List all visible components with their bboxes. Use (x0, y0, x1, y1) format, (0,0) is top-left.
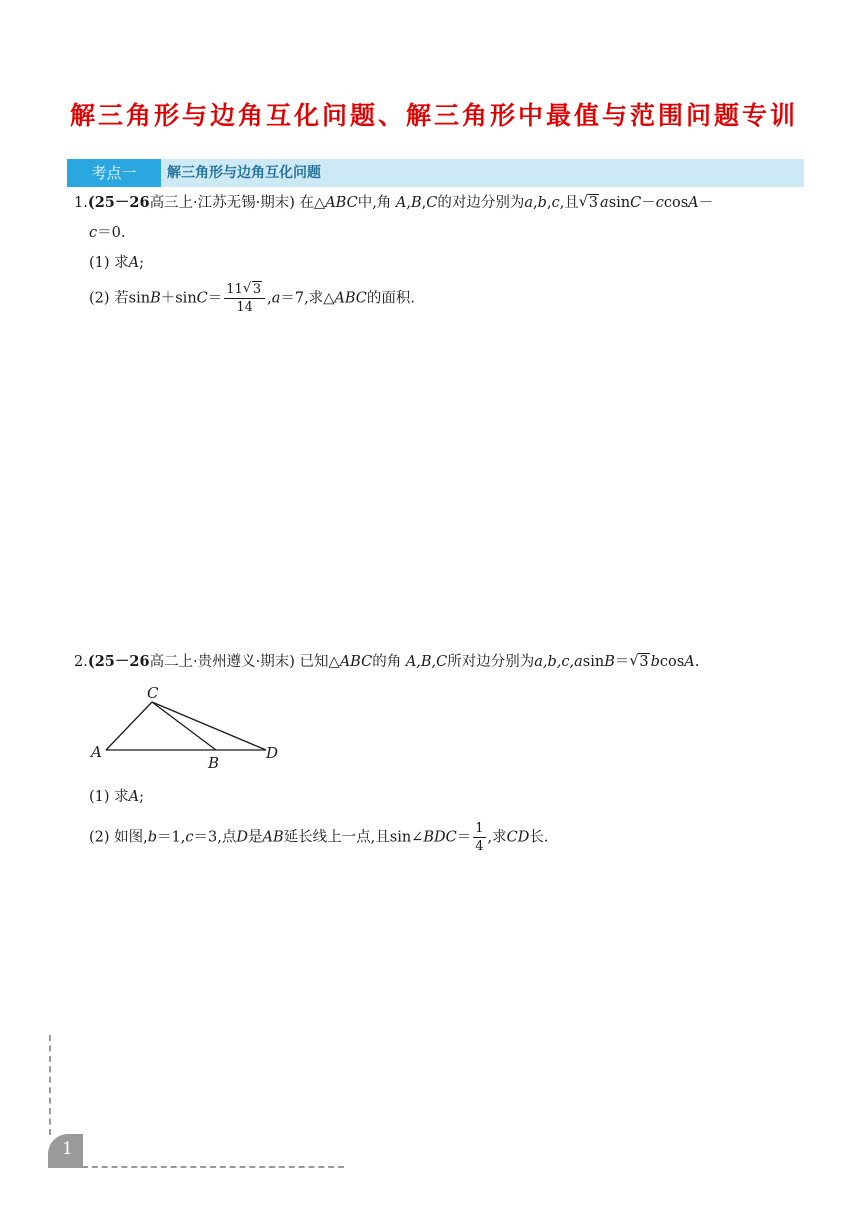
segment-CB (152, 702, 216, 750)
q1-source: 高三上·江苏无锡·期末) (149, 195, 295, 211)
sqrt-symbol: √ 3 (579, 193, 599, 213)
sqrt-symbol: √ 3 (629, 652, 649, 672)
label-A: A (91, 743, 102, 761)
q2-part1: (1) 求A; (89, 789, 145, 805)
sqrt-symbol: √ 3 (243, 281, 262, 298)
page-title: 解三角形与边角互化问题、解三角形中最值与范围问题专训 (69, 101, 798, 130)
triangle-figure (88, 684, 288, 774)
page-number: 1 (62, 1139, 73, 1159)
footer-dashed-vertical (49, 1035, 51, 1135)
label-C: C (147, 684, 159, 702)
section-tag: 考点一 (67, 159, 161, 187)
q1-source-year: (25－26 (87, 194, 150, 211)
segment-AC (106, 702, 152, 750)
section-title: 解三角形与边角互化问题 (167, 165, 321, 181)
q2-part2: (2) 如图,b＝1,c＝3,点D是AB延长线上一点,且sin∠BDC＝ $\frac{1}{4}$ ,求CD长. (89, 821, 549, 854)
q1-stem-line2: c＝0. (89, 225, 126, 241)
segment-CD (152, 702, 266, 750)
q2-number: 2. (74, 654, 88, 670)
q2-fraction: $\frac{1}{4}$ (475, 821, 484, 854)
q1-part1: (1) 求A; (89, 255, 145, 271)
q2-source: 高二上·贵州遵义·期末) (149, 654, 295, 670)
q2-stem: 2.(25－26高二上·贵州遵义·期末) 已知△ABC的角 A,B,C所对边分别为a,b,c,asinB＝√ 3 bcosA. (74, 652, 699, 672)
q1-part2: (2) 若sinB＋sinC＝ $\frac{11√ 3}{14}$ ,a＝7,求△ABC的面积. (89, 281, 415, 316)
q2-source-year: (25－26 (87, 653, 150, 670)
label-B: B (208, 754, 220, 772)
q1-number: 1. (74, 195, 88, 211)
footer-dashed-horizontal (82, 1166, 344, 1168)
section-header (67, 159, 804, 187)
q1-stem-line1: 1.(25－26高三上·江苏无锡·期末) 在△ABC中,角 A,B,C的对边分别为a,b,c,且√ 3 asinC－ccosA－ (74, 193, 713, 213)
label-D: D (266, 744, 279, 762)
q1-fraction: $\frac{11√ 3}{14}$ (224, 281, 265, 316)
